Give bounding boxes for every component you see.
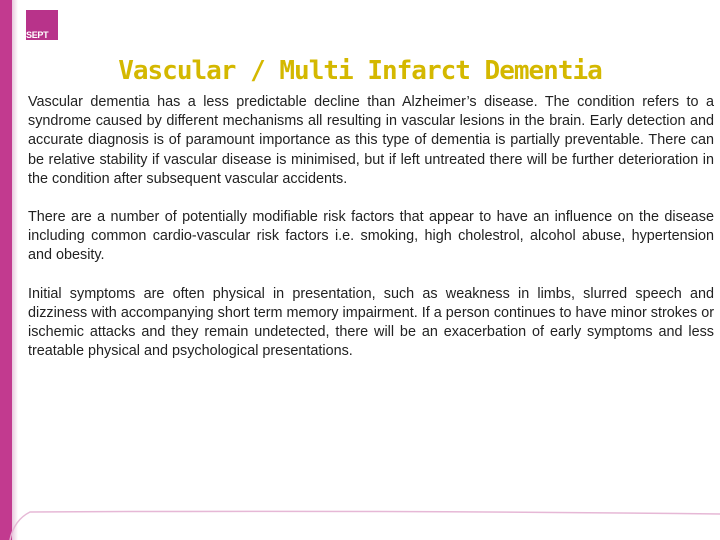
bottom-decorative-curve xyxy=(0,500,720,540)
logo-text: SEPT xyxy=(26,30,49,40)
sept-logo xyxy=(26,10,58,40)
paragraph-2: There are a number of potentially modifiable risk factors that appear to have an influence on the disease including common cardio-vascular risk factors i.e. smoking, high cholestrol, alcohol abuse, hypertension and obesity. xyxy=(28,209,714,264)
slide-title: Vascular / Multi Infarct Dementia xyxy=(118,56,602,86)
slide-body xyxy=(28,93,714,380)
paragraph-1: Vascular dementia has a less predictable decline than Alzheimer’s disease. The condition refers to a syndrome caused by different mechanisms all resulting in vascular lesions in the brain. Early detection and accurate diagnosis is of paramount importance as this type of dementia is partially preventable. There can be relative stability if vascular disease is minimised, but if left untreated there will be further deterioration in the condition after subsequent vascular accidents. xyxy=(28,94,714,187)
paragraph-3: Initial symptoms are often physical in presentation, such as weakness in limbs, slurred speech and dizziness with accompanying short term memory impairment. If a person continues to have minor strokes or ischemic attacks and they remain undetected, there will be an exacerbation of early symptoms and less treatable physical and psychological presentations. xyxy=(28,285,714,360)
